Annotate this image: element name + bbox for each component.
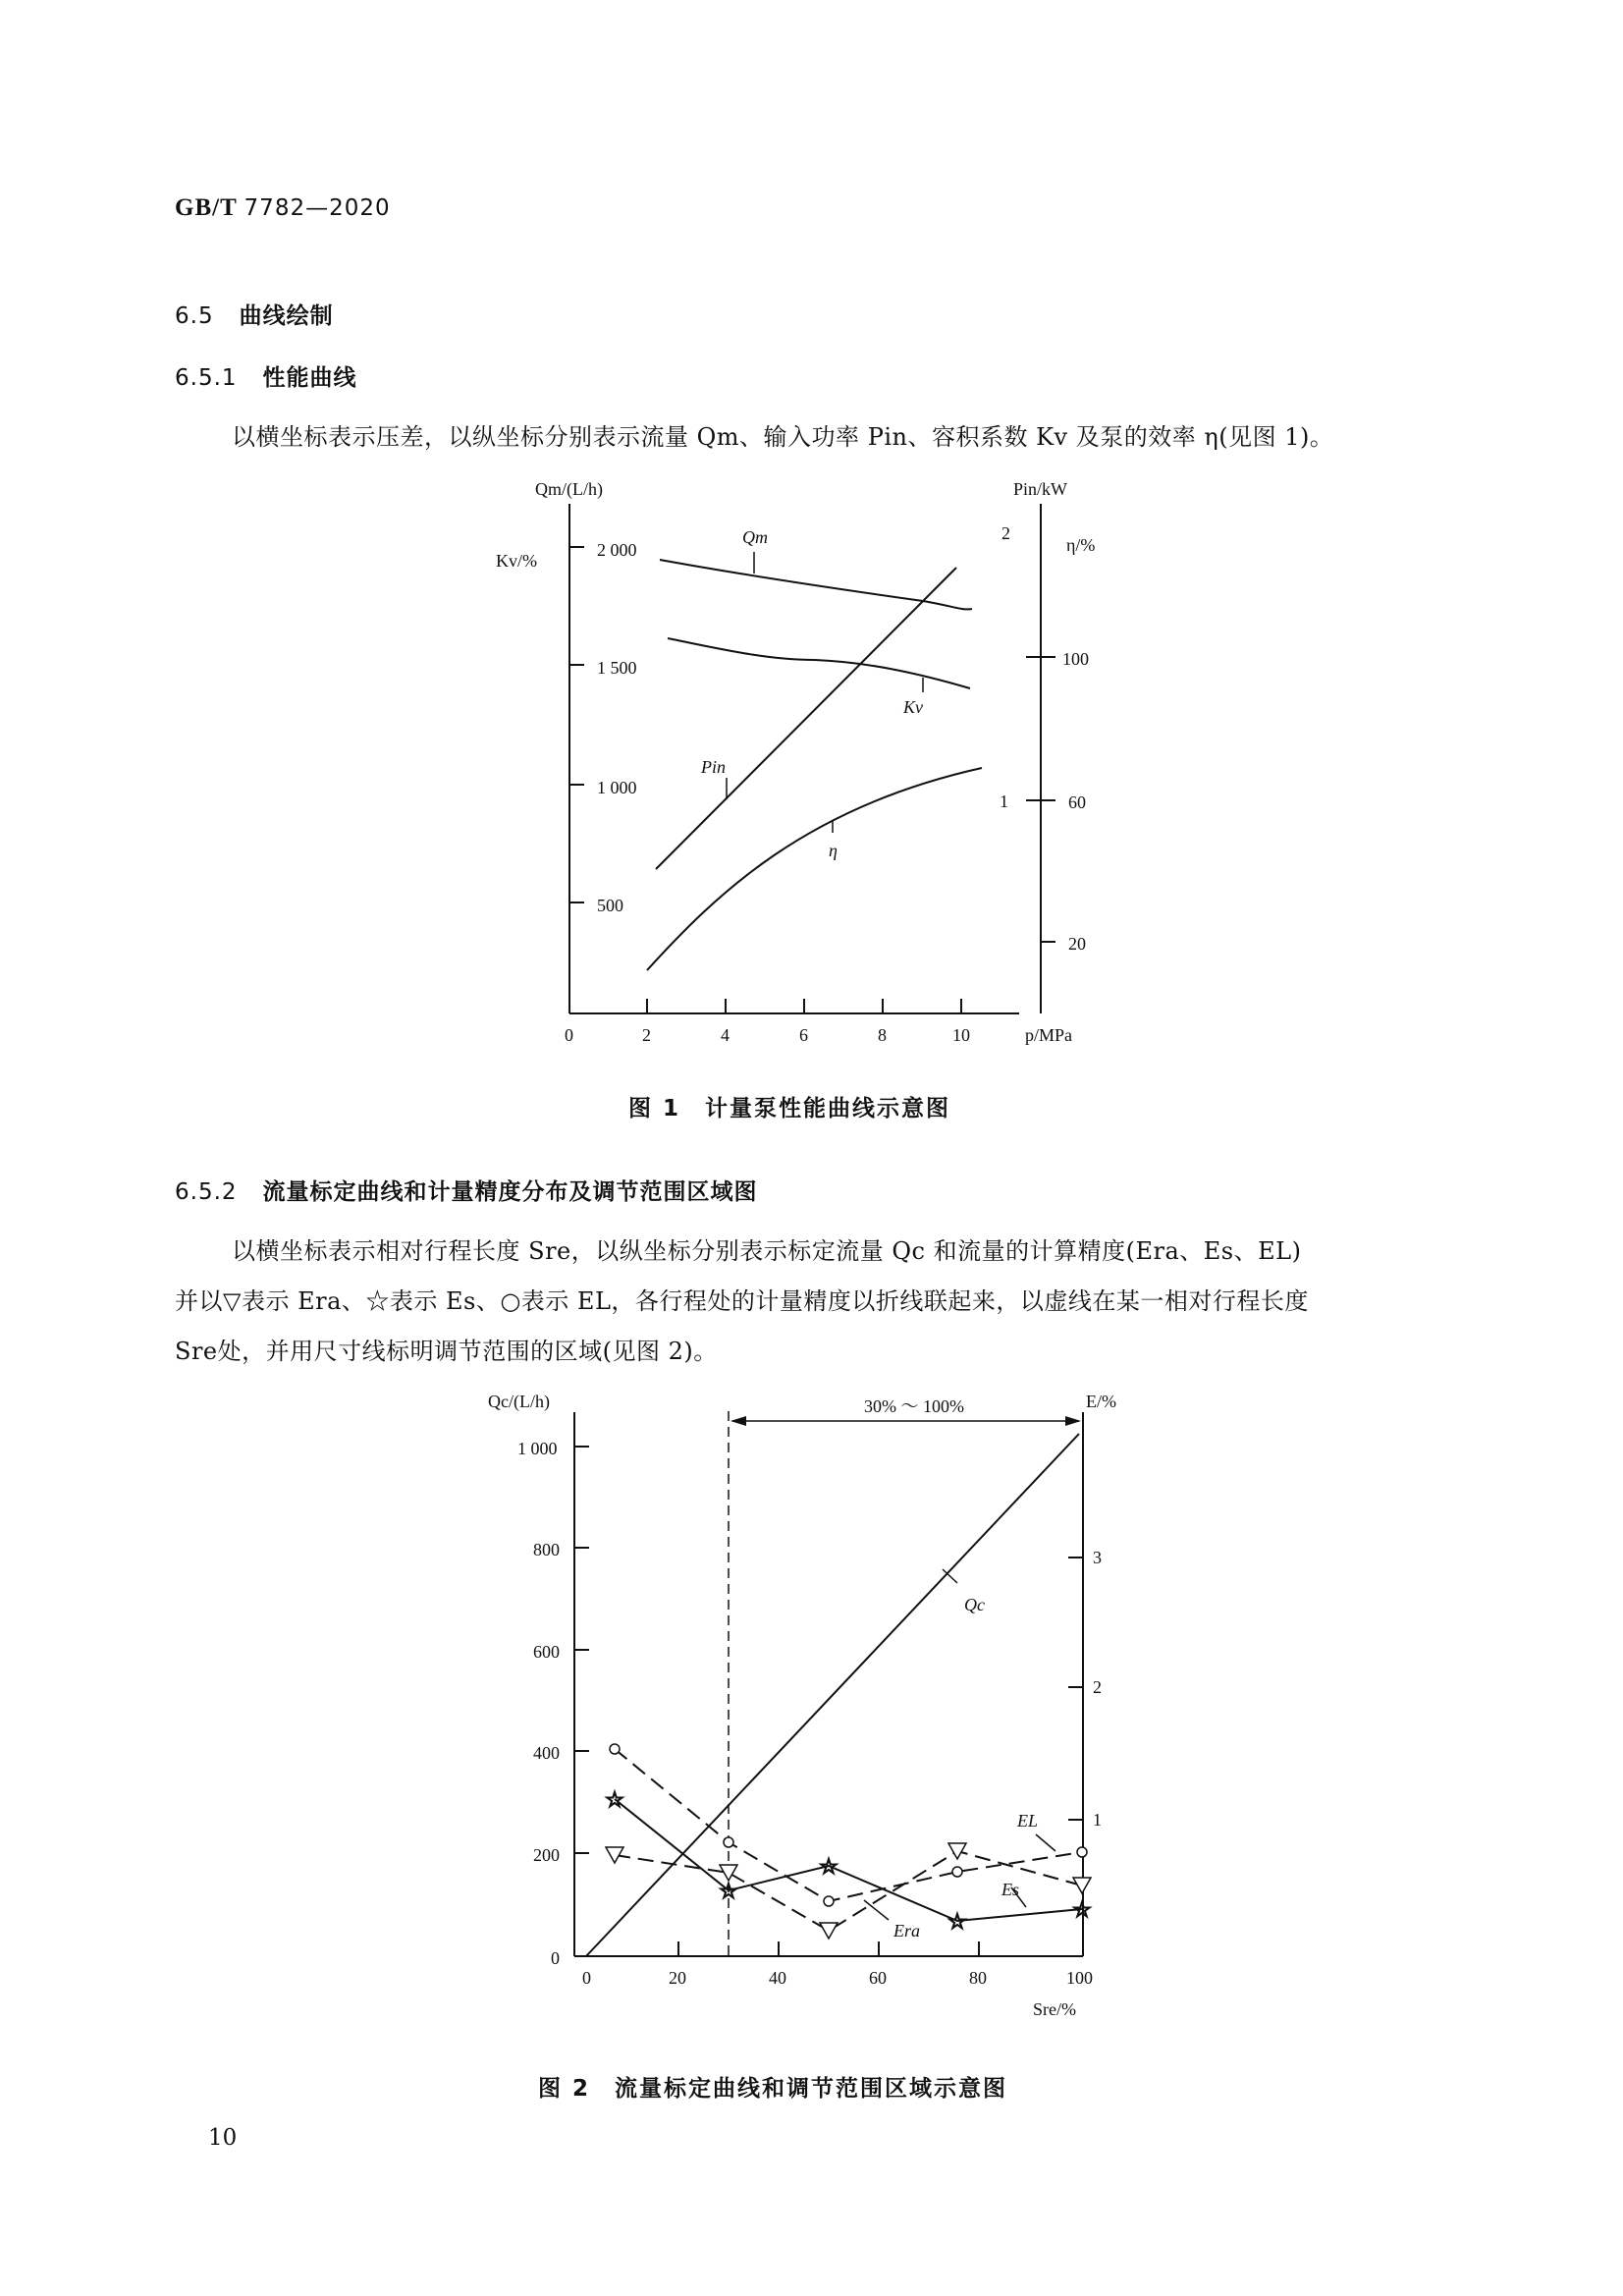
section-6-5-heading bbox=[175, 298, 334, 330]
es-marker: ☆ bbox=[719, 1879, 738, 1903]
qm-curve bbox=[660, 560, 972, 609]
pin-curve-label: Pin bbox=[701, 757, 726, 777]
tick-label: 2 000 bbox=[597, 540, 637, 560]
paragraph-6-5-1 bbox=[175, 412, 1451, 463]
paragraph-line: Sre处，并用尺寸线标明调节范围的区域(见图 2)。 bbox=[175, 1338, 718, 1365]
paragraph-text: 以横坐标表示压差，以纵坐标分别表示流量 Qm、输入功率 Pin、容积系数 Kv 及泵的效率 η(见图 1)。 bbox=[232, 423, 1334, 451]
pin-tick-label: 1 bbox=[1000, 792, 1008, 811]
page-number: 10 bbox=[208, 2125, 238, 2151]
section-title: 性能曲线 bbox=[262, 365, 357, 391]
x-tick-label: 60 bbox=[869, 1968, 887, 1988]
section-title: 流量标定曲线和计量精度分布及调节范围区域图 bbox=[262, 1179, 758, 1205]
left-axis-label: Qc/(L/h) bbox=[488, 1392, 550, 1411]
section-6-5-2-heading bbox=[175, 1174, 758, 1206]
x-tick-label: 2 bbox=[642, 1025, 651, 1045]
standard-code: GB/T bbox=[175, 194, 238, 221]
x-tick-label: 4 bbox=[721, 1025, 730, 1045]
x-tick-label: 100 bbox=[1066, 1968, 1093, 1988]
qm-curve-label: Qm bbox=[742, 527, 768, 547]
el-marker bbox=[724, 1837, 733, 1847]
eta-tick-label: 100 bbox=[1062, 649, 1089, 669]
x-tick-label: 80 bbox=[969, 1968, 987, 1988]
es-marker: ☆ bbox=[605, 1787, 624, 1812]
es-marker: ☆ bbox=[1072, 1897, 1092, 1922]
el-marker bbox=[824, 1896, 834, 1906]
standard-header bbox=[175, 194, 391, 222]
el-polyline bbox=[615, 1749, 1082, 1901]
el-label: EL bbox=[1017, 1811, 1039, 1831]
right-axis-label: E/% bbox=[1086, 1392, 1116, 1411]
range-label: 30% ～ 100% bbox=[864, 1396, 964, 1416]
eta-curve-label: η bbox=[829, 841, 838, 860]
x-tick-label: 6 bbox=[799, 1025, 808, 1045]
x-tick-label: 20 bbox=[669, 1968, 686, 1988]
pin-tick-label: 2 bbox=[1001, 523, 1010, 543]
paragraph-text: 以横坐标表示相对行程长度 Sre，以纵坐标分别表示标定流量 Qc 和流量的计算精度(Era、Es、EL) bbox=[232, 1237, 1302, 1265]
right-tick-label: 3 bbox=[1093, 1548, 1102, 1567]
eta-tick-label: 60 bbox=[1068, 793, 1086, 812]
pin-curve bbox=[656, 568, 956, 869]
section-title: 曲线绘制 bbox=[239, 303, 334, 329]
tick-label: 800 bbox=[533, 1540, 560, 1559]
es-label: Es bbox=[1001, 1880, 1019, 1899]
left-axis-label-kv: Kv/% bbox=[496, 551, 537, 571]
paragraph-6-5-2 bbox=[175, 1227, 1451, 1377]
kv-curve-label: Kv bbox=[903, 697, 923, 717]
era-marker bbox=[820, 1923, 838, 1939]
es-polyline bbox=[615, 1799, 1082, 1921]
x-axis-label: Sre/% bbox=[1033, 1999, 1076, 2019]
el-marker bbox=[952, 1867, 962, 1877]
es-marker: ☆ bbox=[819, 1854, 839, 1879]
era-label: Era bbox=[893, 1921, 920, 1941]
tick-label: 200 bbox=[533, 1845, 560, 1865]
right-tick-label: 1 bbox=[1093, 1810, 1102, 1830]
kv-curve bbox=[668, 638, 970, 688]
tick-label: 500 bbox=[597, 896, 623, 915]
x-tick-label: 0 bbox=[565, 1025, 573, 1045]
x-tick-label: 0 bbox=[582, 1968, 591, 1988]
paragraph-line: 并以▽表示 Era、☆表示 Es、○表示 EL，各行程处的计量精度以折线联起来，以虚线在某一相对行程长度 bbox=[175, 1287, 1309, 1315]
figure-1-caption: 图 1 计量泵性能曲线示意图 bbox=[628, 1096, 951, 1121]
figure-2-chart bbox=[471, 1380, 1178, 2028]
el-marker bbox=[1077, 1847, 1087, 1857]
left-axis-label-qm: Qm/(L/h) bbox=[535, 479, 603, 499]
x-tick-label: 40 bbox=[769, 1968, 786, 1988]
es-marker: ☆ bbox=[947, 1909, 967, 1934]
tick-label: 0 bbox=[551, 1948, 560, 1968]
figure-2-caption: 图 2 流量标定曲线和调节范围区域示意图 bbox=[538, 2076, 1008, 2102]
section-6-5-1-heading bbox=[175, 359, 357, 392]
era-marker bbox=[948, 1843, 966, 1859]
right-axis-label-pin: Pin/kW bbox=[1013, 479, 1068, 499]
x-tick-label: 10 bbox=[952, 1025, 970, 1045]
tick-label: 1 500 bbox=[597, 658, 637, 678]
paragraph-line bbox=[175, 1227, 1451, 1277]
section-number: 6.5.1 bbox=[175, 365, 238, 391]
tick-label: 1 000 bbox=[597, 778, 637, 797]
right-axis-label-eta: η/% bbox=[1066, 535, 1096, 555]
tick-label: 1 000 bbox=[517, 1439, 558, 1458]
era-marker bbox=[1073, 1878, 1091, 1893]
x-axis-label: p/MPa bbox=[1025, 1025, 1073, 1045]
el-marker bbox=[610, 1744, 620, 1754]
figure-1-chart bbox=[471, 469, 1159, 1059]
tick-label: 600 bbox=[533, 1642, 560, 1662]
standard-number: 7782—2020 bbox=[243, 195, 391, 221]
section-number: 6.5.2 bbox=[175, 1179, 238, 1205]
eta-tick-label: 20 bbox=[1068, 934, 1086, 954]
x-tick-label: 8 bbox=[878, 1025, 887, 1045]
right-tick-label: 2 bbox=[1093, 1677, 1102, 1697]
tick-label: 400 bbox=[533, 1743, 560, 1763]
qc-line-label: Qc bbox=[964, 1595, 985, 1614]
section-number: 6.5 bbox=[175, 303, 214, 329]
eta-curve bbox=[647, 768, 982, 970]
